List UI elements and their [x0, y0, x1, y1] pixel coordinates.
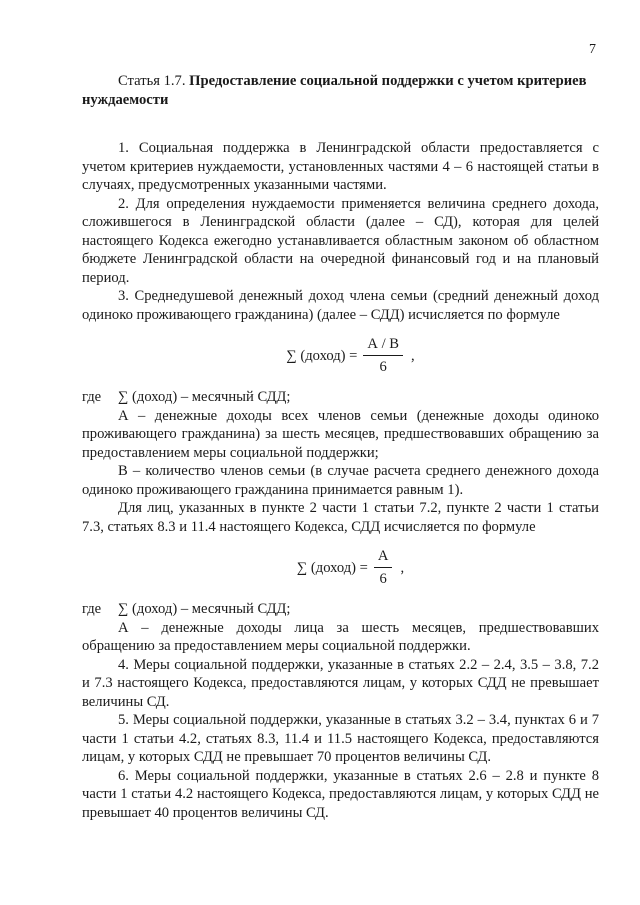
where-line-1: [82, 388, 599, 407]
paragraph-5: 5. Меры социальной поддержки, указанные в статьях 3.2 – 3.4, пунктах 6 и 7 части 1 статьи 4.2, статьях 8.3, 11.4 и 11.5 настоящего Кодекса, предоставляются лицам, у которых СДД не превышает 70 процентов величины СД.: [82, 712, 599, 765]
definition-a-1: А – денежные доходы всех членов семьи (денежные доходы одиноко проживающего гражданина) за шесть месяцев, предшествовавших обращению за предоставлением меры социальной поддержки;: [82, 407, 599, 461]
where-line-2: [82, 600, 599, 619]
article-title: Предоставление социальной поддержки с учетом критериев нуждаемости: [82, 73, 587, 108]
formula-2-tail: ,: [400, 559, 405, 576]
formula-1-fraction: [363, 336, 403, 376]
formula-1: [102, 336, 599, 376]
article-label: Статья 1.7.: [118, 73, 186, 89]
formula-2-lhs: ∑ (доход) =: [296, 559, 368, 576]
paragraph-4: 4. Меры социальной поддержки, указанные в статьях 2.2 – 2.4, 3.5 – 3.8, 7.2 и 7.3 настоящего Кодекса, предоставляются лицам, у которых СДД не превышает величины СД.: [82, 656, 599, 710]
definition-b: В – количество членов семьи (в случае расчета среднего денежного дохода одиноко проживающего гражданина принимается равным 1).: [82, 463, 599, 498]
formula-1-numerator: А / В: [363, 336, 403, 356]
heading-spacer: [82, 109, 599, 139]
formula-2-numerator: А: [374, 548, 393, 568]
formula-1-tail: ,: [411, 347, 415, 364]
where-word-2: где: [82, 601, 102, 617]
paragraph-2: 2. Для определения нуждаемости применяется величина среднего дохода, сложившегося в Ленинградской области (далее – СД), которая для целей настоящего Кодекса ежегодно устанавливается областным законом об областном бюджете Ленинградской области на очередной финансовый год и на плановый период.: [82, 195, 599, 286]
formula-2-fraction: [374, 548, 393, 588]
formula-1-denominator: 6: [379, 359, 387, 375]
formula-2: [102, 548, 599, 588]
definition-a-2: А – денежные доходы лица за шесть месяцев, предшествовавших обращению за предоставлением меры социальной поддержки.: [82, 619, 599, 654]
paragraph-6: 6. Меры социальной поддержки, указанные в статьях 2.6 – 2.8 и пункте 8 части 1 статьи 4.2 настоящего Кодекса, предоставляются лицам, у которых СДД не превышает 40 процентов величины СД.: [82, 767, 599, 821]
where-definition-2: ∑ (доход) – месячный СДД;: [118, 601, 291, 617]
paragraph-1: 1. Социальная поддержка в Ленинградской области предоставляется с учетом критериев нуждаемости, установленных частями 4 – 6 настоящей статьи в случаях, предусмотренных указанными частями.: [82, 140, 599, 193]
article-body: [82, 72, 599, 822]
page-number: 7: [589, 42, 596, 57]
paragraph-persons: Для лиц, указанных в пункте 2 части 1 статьи 7.2, пункте 2 части 1 статьи 7.3, статьях 8.3 и 11.4 настоящего Кодекса, СДД исчисляется по формуле: [82, 500, 599, 535]
paragraph-3: 3. Среднедушевой денежный доход члена семьи (средний денежный доход одиноко проживающего гражданина) (далее – СДД) исчисляется по формуле: [82, 288, 599, 323]
formula-1-lhs: ∑ (доход) =: [286, 347, 358, 364]
where-definition-1: ∑ (доход) – месячный СДД;: [118, 389, 291, 405]
where-word-1: где: [82, 389, 102, 405]
article-heading: [82, 72, 599, 109]
formula-2-denominator: 6: [379, 571, 387, 587]
